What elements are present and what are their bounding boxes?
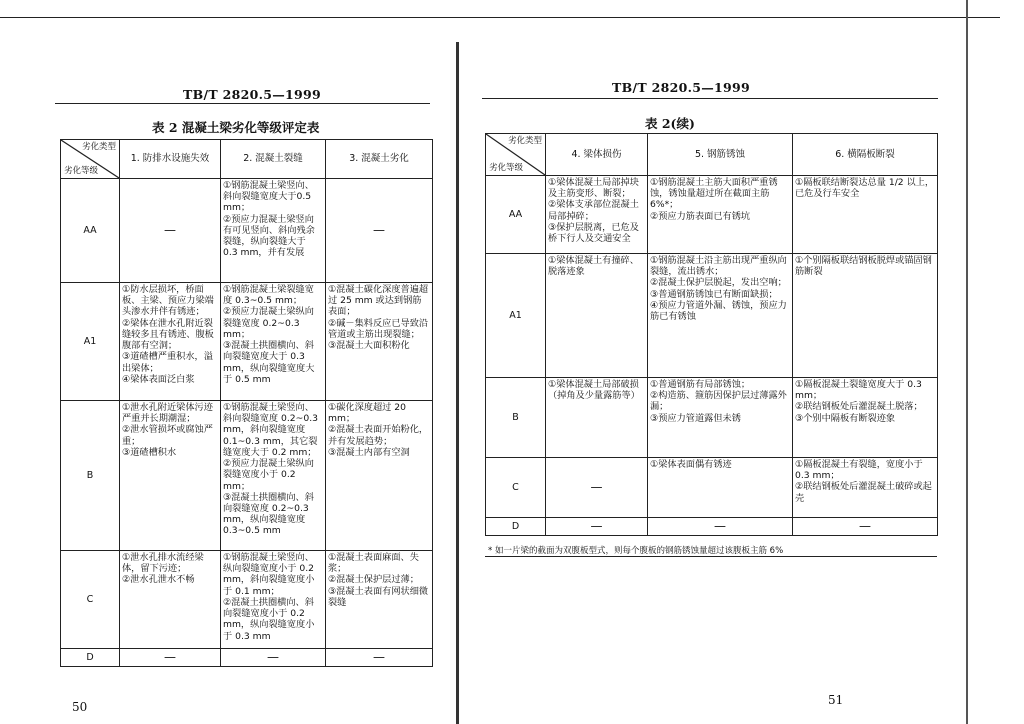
left-standard-number: TB/T 2820.5—1999 (183, 87, 322, 102)
cell-corrosion: ①普通钢筋有局部锈蚀； ②构造筋、箍筋因保护层过薄露外漏； ③预应力管道露但未锈 (648, 378, 793, 458)
level-label: AA (486, 176, 546, 254)
table-row (486, 176, 938, 254)
cell-crack: ①钢筋混凝土梁竖向、斜向裂缝宽度 0.2~0.3 mm，斜向裂缝宽度 0.1~0.3 mm，其它裂缝宽度大于 0.2 mm； ②预应力混凝土梁纵向裂缝宽度小于 0.2 mm； ③混凝土拱圈横向、斜向裂缝宽度 0.2~0.3 mm，纵向裂缝宽度 0.3~0.5 mm (221, 401, 326, 551)
level-label: A1 (486, 254, 546, 378)
cell-diaphragm: ①个别隔板联结钢板脱焊或锚固钢筋断裂 (793, 254, 938, 378)
cell-empty: — (546, 518, 648, 536)
cell-diaphragm: ①隔板混凝土裂缝宽度大于 0.3 mm； ②联结钢板处后灌混凝土脱落； ③个别中隔板有断裂迹象 (793, 378, 938, 458)
cell-diaphragm: ①隔板混凝土有裂缝，宽度小于 0.3 mm； ②联结钢板处后灌混凝土破碎或起壳 (793, 458, 938, 518)
cell-waterproof: ①泄水孔附近梁体污迹严重并长期潮湿； ②泄水管损坏或腐蚀严重； ③道碴槽积水 (120, 401, 221, 551)
cell-crack: ①钢筋混凝土梁竖向、斜向裂缝宽度大于0.5 mm； ②预应力混凝土梁竖向有可见竖向、斜向残余裂缝，纵向裂缝大于 0.3 mm，并有发展 (221, 179, 326, 283)
table-row (61, 401, 433, 551)
cell-empty: — (648, 518, 793, 536)
level-label: A1 (61, 283, 120, 401)
cell-empty: — (793, 518, 938, 536)
cell-corrosion: ①钢筋混凝土主筋大面积严重锈蚀，锈蚀量超过所在截面主筋 6%*； ②预应力筋表面已有锈坑 (648, 176, 793, 254)
cell-empty: — (326, 649, 433, 667)
cell-deterioration: ①混凝土表面麻面、失浆； ②混凝土保护层过薄； ③混凝土表面有网状细微裂缝 (326, 551, 433, 649)
col-header-3: 3. 混凝土劣化 (326, 140, 433, 179)
cell-corrosion: ①钢筋混凝土沿主筋出现严重纵向裂缝，流出锈水； ②混凝土保护层脱起，发出空响； ③普通钢筋锈蚀已有断面缺损； ④预应力管道外漏、锈蚀，预应力筋已有锈蚀 (648, 254, 793, 378)
right-table-caption: 表 2(续) (645, 116, 695, 131)
cell-empty: — (546, 458, 648, 518)
right-degradation-table (485, 133, 938, 536)
cell-deterioration: ①混凝土碳化深度普遍超过 25 mm 或达到钢筋表面； ②碱－集料反应已导致沿管道或主筋出现裂缝； ③混凝土大面积粉化 (326, 283, 433, 401)
cell-damage: ①梁体混凝土有撞碎、脱落迹象 (546, 254, 648, 378)
level-label: D (486, 518, 546, 536)
right-corner-cell (486, 134, 546, 176)
table-row (486, 518, 938, 536)
level-label: B (61, 401, 120, 551)
cell-empty: — (120, 649, 221, 667)
cell-empty: — (221, 649, 326, 667)
book-spine (456, 42, 459, 724)
cell-empty: — (120, 179, 221, 283)
col-header-5: 5. 钢筋锈蚀 (648, 134, 793, 176)
level-label: AA (61, 179, 120, 283)
cell-crack: ①钢筋混凝土梁裂缝宽度 0.3~0.5 mm； ②预应力混凝土梁纵向裂缝宽度 0.2~0.3 mm； ③混凝土拱圈横向、斜向裂缝宽度大于 0.3 mm，纵向裂缝宽度大于 0.5 mm (221, 283, 326, 401)
corner-bottom-label: 劣化等级 (64, 165, 99, 176)
table-row (486, 378, 938, 458)
left-table-caption: 表 2 混凝土梁劣化等级评定表 (152, 120, 320, 135)
level-label: C (61, 551, 120, 649)
cell-crack: ①钢筋混凝土梁竖向、纵向裂缝宽度小于 0.2 mm，斜向裂缝宽度小于 0.1 mm； ②混凝土拱圈横向、斜向裂缝宽度小于 0.2 mm，纵向裂缝宽度小于 0.3 mm (221, 551, 326, 649)
left-header-rule (55, 103, 430, 104)
cell-damage: ①梁体混凝土局部破损（掉角及少量露筋等） (546, 378, 648, 458)
table-row (61, 283, 433, 401)
table-row (486, 458, 938, 518)
col-header-2: 2. 混凝土裂缝 (221, 140, 326, 179)
cell-corrosion: ①梁体表面偶有锈迹 (648, 458, 793, 518)
table-row (61, 551, 433, 649)
col-header-1: 1. 防排水设施失效 (120, 140, 221, 179)
top-border-line (0, 17, 1000, 18)
right-footnote: * 如一片梁的截面为双腹板型式，则每个腹板的钢筋锈蚀量超过该腹板主筋 6% (488, 546, 784, 556)
cell-empty: — (326, 179, 433, 283)
cell-diaphragm: ①隔板联结断裂达总量 1/2 以上，已危及行车安全 (793, 176, 938, 254)
right-page-number: 51 (828, 693, 844, 707)
cell-damage: ①梁体混凝土局部掉块及主筋变形、断裂； ②梁体支承部位混凝土局部掉碎； ③保护层脱离，已危及桥下行人及交通安全 (546, 176, 648, 254)
table-row (486, 254, 938, 378)
cell-waterproof: ①防水层损坏，桥面板、主梁、预应力梁端头渗水并伴有锈迹； ②梁体在泄水孔附近裂缝较多且有锈迹、腹板腹部有空洞； ③道碴槽严重积水，溢出梁体； ④梁体表面泛白浆 (120, 283, 221, 401)
right-header-rule (482, 98, 938, 99)
table-row (61, 649, 433, 667)
level-label: C (486, 458, 546, 518)
right-standard-number: TB/T 2820.5—1999 (612, 80, 751, 95)
level-label: D (61, 649, 120, 667)
left-degradation-table (60, 139, 433, 667)
cell-deterioration: ①碳化深度超过 20 mm； ②混凝土表面开始粉化，并有发展趋势； ③混凝土内部有空洞 (326, 401, 433, 551)
cell-waterproof: ①泄水孔排水流经梁体，留下污迹； ②泄水孔泄水不畅 (120, 551, 221, 649)
table-row (61, 179, 433, 283)
col-header-4: 4. 梁体损伤 (546, 134, 648, 176)
footnote-rule (485, 556, 937, 557)
left-page-number: 50 (72, 700, 88, 714)
corner-bottom-label: 劣化等级 (489, 162, 524, 173)
col-header-6: 6. 横隔板断裂 (793, 134, 938, 176)
corner-top-label: 劣化类型 (81, 142, 116, 152)
corner-top-label: 劣化类型 (507, 136, 542, 146)
level-label: B (486, 378, 546, 458)
left-corner-cell (61, 140, 120, 179)
right-edge-line (966, 0, 968, 724)
